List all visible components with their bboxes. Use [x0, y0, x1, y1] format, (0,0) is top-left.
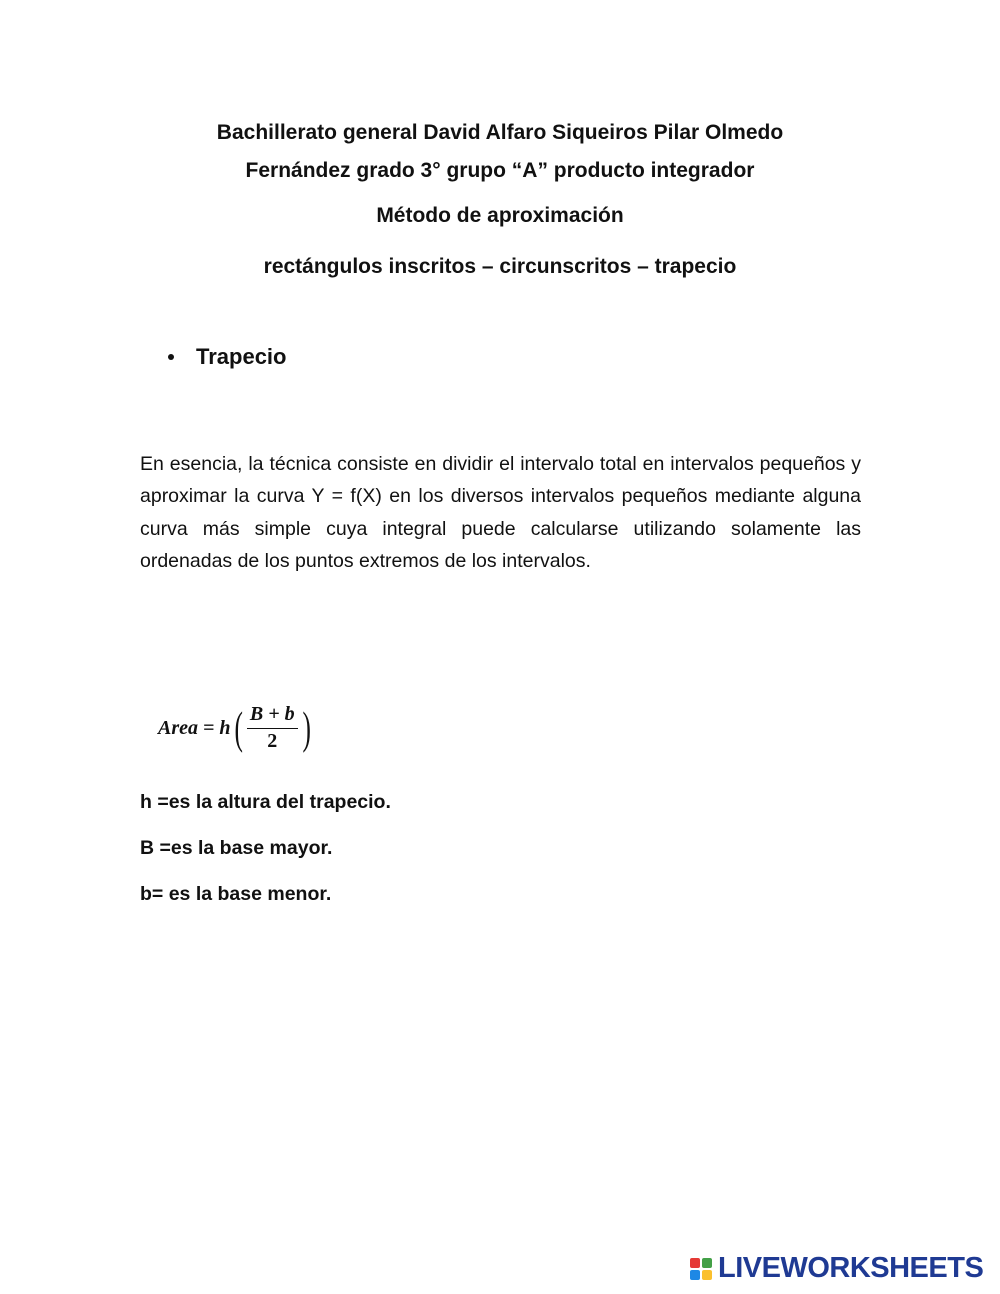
method-title: Método de aproximación [376, 204, 624, 227]
document-header [140, 114, 860, 190]
formula-lhs: Area = h [158, 716, 231, 739]
explanation-paragraph: En esencia, la técnica consiste en dividir el intervalo total en intervalos pequeños y aproximar la curva Y = f(X) en los diversos intervalos pequeños mediante alguna curva más simple cuya integral puede calcularse utilizando solamente las ordenadas de los puntos extremos de los intervalos. [140, 452, 861, 572]
formula-fraction [247, 703, 298, 753]
formula-denominator: 2 [267, 730, 278, 752]
methods-subtitle: rectángulos inscritos – circunscritos – trapecio [263, 255, 737, 278]
header-line-1: Bachillerato general David Alfaro Siqueiros Pilar Olmedo [216, 121, 784, 144]
logo-square-icon [690, 1258, 700, 1268]
formula-numerator: B + b [247, 703, 298, 729]
right-paren-icon: ) [302, 702, 311, 753]
trapezoid-area-formula [158, 700, 314, 756]
header-line-2: Fernández grado 3° grupo “A” producto integrador [245, 159, 755, 182]
logo-square-icon [690, 1270, 700, 1280]
bullet-dot-icon [168, 354, 174, 360]
liveworksheets-mark-icon [690, 1258, 712, 1280]
logo-text: LIVEWORKSHEETS [718, 1252, 984, 1284]
logo-square-icon [702, 1270, 712, 1280]
definition-h: h =es la altura del trapecio. [140, 791, 391, 813]
definition-b: b= es la base menor. [140, 883, 332, 905]
logo-square-icon [702, 1258, 712, 1268]
liveworksheets-logo [690, 1252, 983, 1285]
bullet-item-trapecio [168, 344, 286, 370]
definition-B: B =es la base mayor. [140, 837, 333, 859]
bullet-label: Trapecio [196, 344, 287, 369]
left-paren-icon: ( [233, 702, 243, 753]
definitions-list [140, 788, 391, 926]
